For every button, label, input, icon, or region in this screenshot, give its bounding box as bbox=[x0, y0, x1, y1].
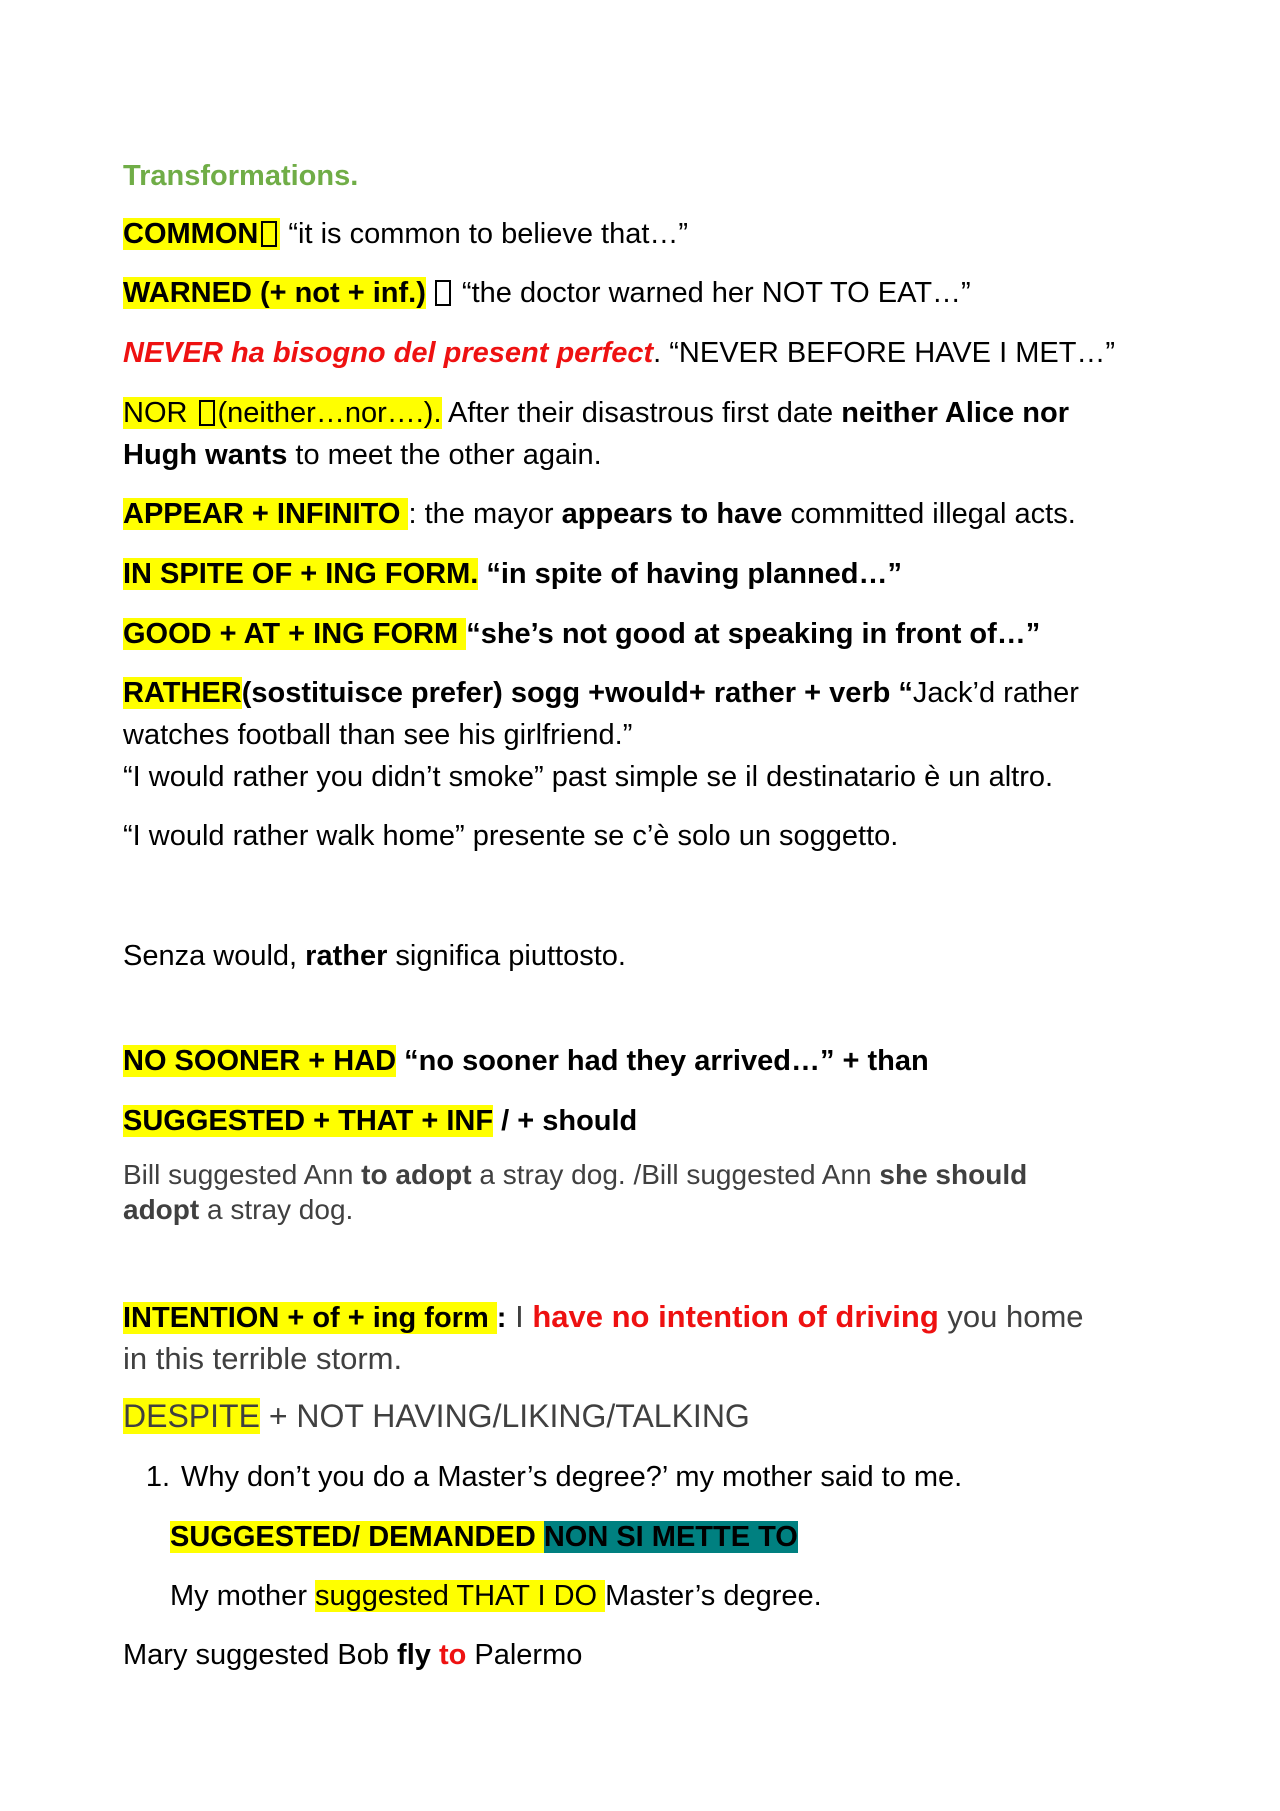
example-bill: Bill suggested Ann to adopt a stray dog. /Bill suggested Ann she should bbox=[123, 1159, 1028, 1190]
arrow-glyph-icon bbox=[261, 221, 277, 247]
rule-common: COMMON “it is common to believe that…” bbox=[123, 218, 689, 250]
rule-despite: DESPITE + NOT HAVING/LIKING/TALKING bbox=[123, 1398, 750, 1434]
rule-rather: RATHER(sostituisce prefer) sogg +would+ rather + verb “Jack’d rather bbox=[123, 677, 1079, 709]
arrow-glyph-icon bbox=[435, 280, 451, 306]
rule-suggested: SUGGESTED + THAT + INF / + should bbox=[123, 1105, 638, 1137]
rule-rather-line4: “I would rather walk home” presente se c’è solo un soggetto. bbox=[123, 820, 899, 852]
rule-in-spite-of: IN SPITE OF + ING FORM. “in spite of having planned…” bbox=[123, 558, 903, 590]
keyword-highlight: NOR (neither…nor….). bbox=[123, 397, 442, 429]
keyword-highlight: WARNED (+ not + inf.) bbox=[123, 277, 426, 309]
rule-warned: WARNED (+ not + inf.) “the doctor warned her NOT TO EAT…” bbox=[123, 277, 971, 309]
rule-rather-line3: “I would rather you didn’t smoke” past simple se il destinatario è un altro. bbox=[123, 761, 1054, 793]
keyword-highlight: GOOD + AT + ING FORM bbox=[123, 618, 467, 650]
keyword-highlight: APPEAR + INFINITO bbox=[123, 498, 409, 530]
rule-nor-cont: Hugh wants to meet the other again. bbox=[123, 439, 602, 471]
list-number: 1. bbox=[145, 1461, 170, 1493]
rule-never: NEVER ha bisogno del present perfect. “NEVER BEFORE HAVE I MET…” bbox=[123, 337, 1116, 369]
rule-suggested-demanded bbox=[170, 1516, 798, 1558]
rule-nor: NOR (neither…nor….). After their disastrous first date neither Alice nor bbox=[123, 397, 1070, 429]
example-mother: My mother suggested THAT I DO Master’s degree. bbox=[170, 1580, 822, 1612]
list-item: 1. Why don’t you do a Master’s degree?’ my mother said to me. bbox=[123, 1456, 962, 1498]
rule-appear: APPEAR + INFINITO : the mayor appears to have committed illegal acts. bbox=[123, 498, 1076, 530]
rule-intention: INTENTION + of + ing form : I have no intention of driving you home bbox=[123, 1299, 1084, 1334]
rule-intention-cont: in this terrible storm. bbox=[123, 1341, 403, 1376]
rule-rather-line2: watches football than see his girlfriend.” bbox=[123, 719, 633, 751]
keyword-highlight: COMMON bbox=[123, 218, 280, 250]
keyword-highlight: SUGGESTED/ DEMANDED bbox=[170, 1521, 544, 1553]
page-title: Transformations. bbox=[123, 160, 359, 192]
keyword-highlight: DESPITE bbox=[123, 1398, 260, 1434]
keyword-highlight: IN SPITE OF + ING FORM. bbox=[123, 558, 479, 590]
keyword-highlight: RATHER bbox=[123, 677, 242, 709]
rule-senza-would: Senza would, rather significa piuttosto. bbox=[123, 940, 626, 972]
example-mary: Mary suggested Bob fly to Palermo bbox=[123, 1639, 583, 1671]
keyword-highlight: suggested THAT I DO bbox=[315, 1580, 606, 1612]
keyword-highlight: SUGGESTED + THAT + INF bbox=[123, 1105, 494, 1137]
teal-highlight: NON SI METTE TO bbox=[543, 1521, 798, 1553]
never-note: NEVER ha bisogno del present perfect bbox=[123, 337, 654, 369]
rule-good-at: GOOD + AT + ING FORM “she’s not good at speaking in front of…” bbox=[123, 618, 1041, 650]
arrow-glyph-icon bbox=[199, 400, 215, 426]
example-bill-cont: adopt a stray dog. bbox=[123, 1194, 354, 1225]
rule-no-sooner: NO SOONER + HAD “no sooner had they arrived…” + than bbox=[123, 1045, 929, 1077]
keyword-highlight: NO SOONER + HAD bbox=[123, 1045, 397, 1077]
keyword-highlight: INTENTION + of + ing form bbox=[123, 1302, 497, 1334]
